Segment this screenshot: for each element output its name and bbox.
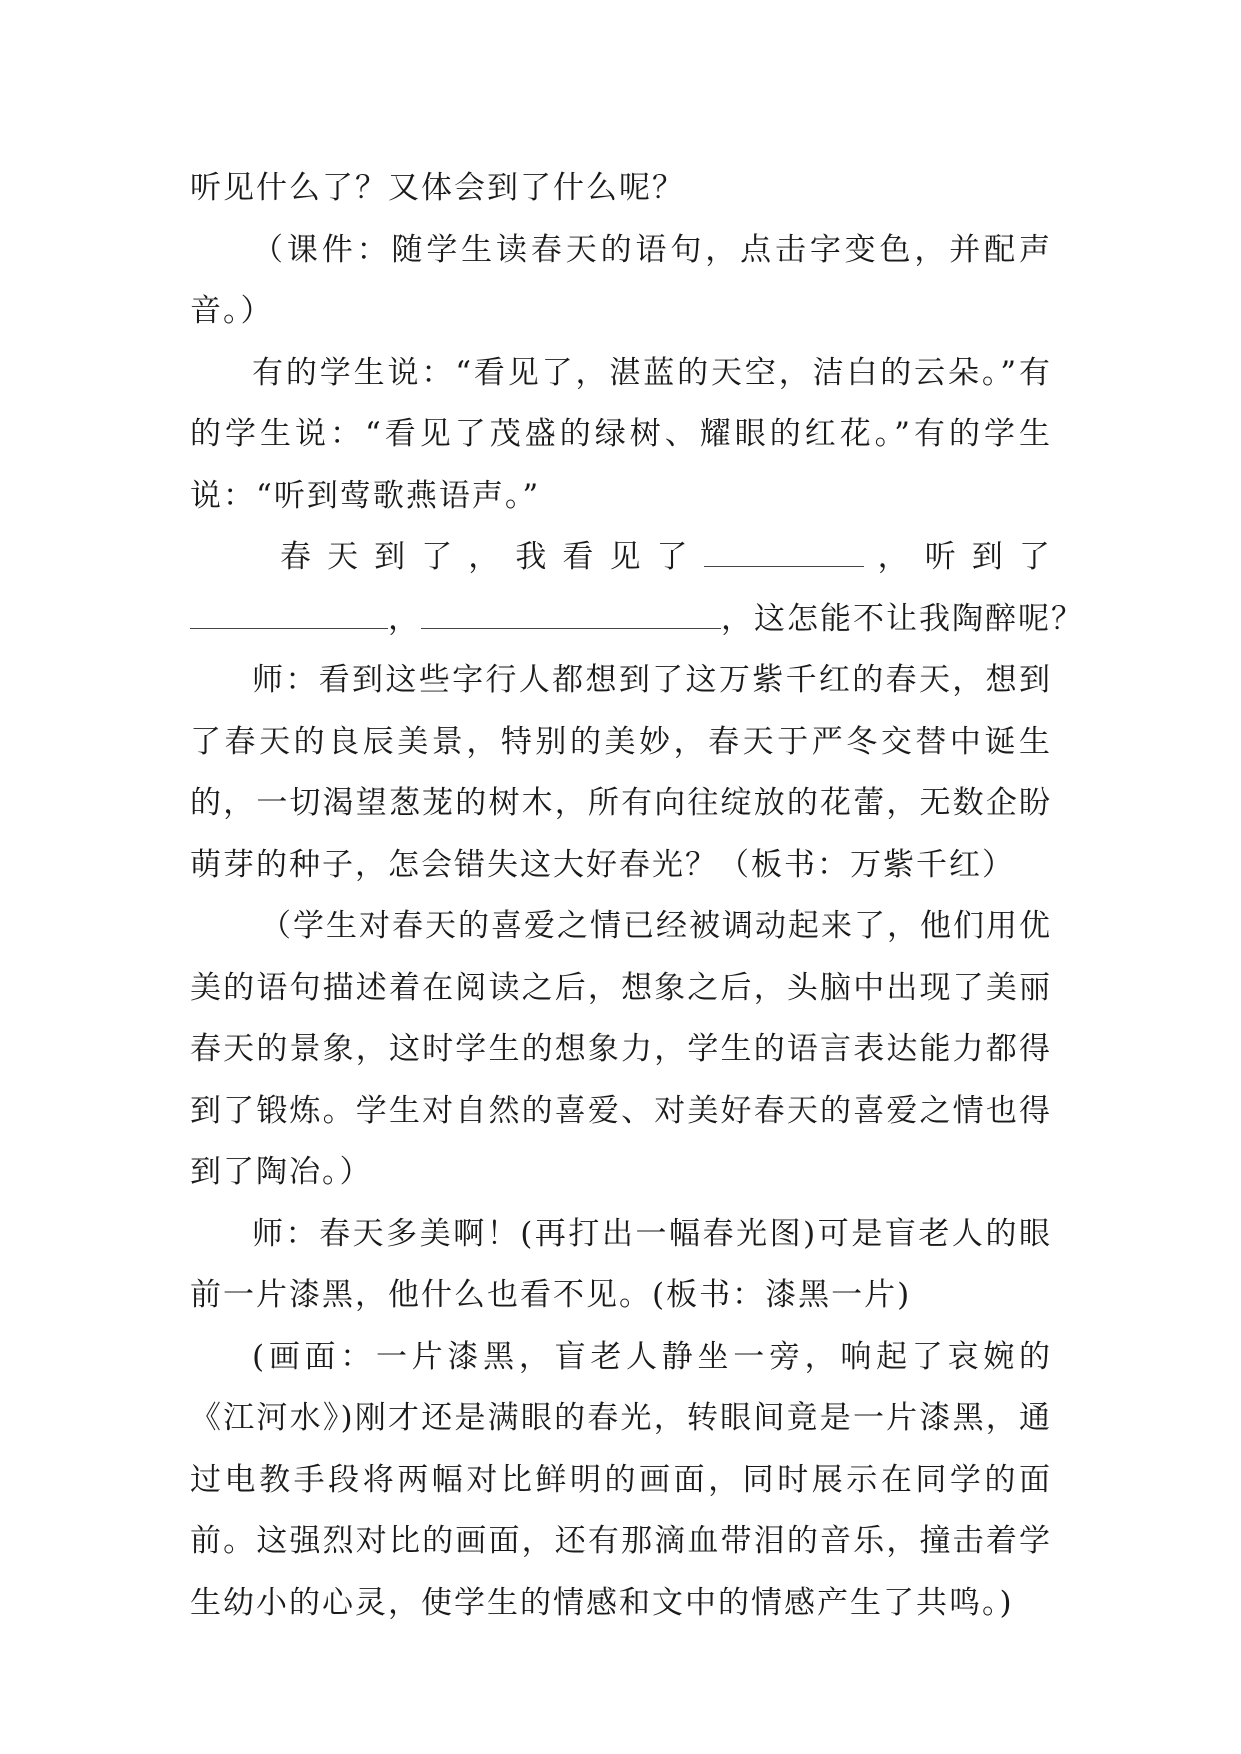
fill-blank xyxy=(421,600,721,629)
fill-tail: ，这怎能不让我陶醉呢？ xyxy=(721,600,1084,637)
fill-blank xyxy=(704,538,864,567)
paragraph-contrast-scene: (画面：一片漆黑，盲老人静坐一旁，响起了哀婉的《江河水》)刚才还是满眼的春光，转眼间竟是一片漆黑，通过电教手段将两幅对比鲜明的画面，同时展示在同学的面前。这强烈对比的画面，还有那滴血带泪的音乐，撞击着学生幼小的心灵，使学生的情感和文中的情感产生了共鸣。) xyxy=(190,1338,1052,1621)
paragraph-teacher-dark: 师：春天多美啊！(再打出一幅春光图)可是盲老人的眼前一片漆黑，他什么也看不见。(板书：漆黑一片) xyxy=(190,1215,1052,1313)
fill-word: 春 xyxy=(280,539,313,575)
fill-word: 见 xyxy=(609,539,643,575)
fill-word: 了 xyxy=(1018,539,1052,575)
fill-word: 看 xyxy=(562,539,596,575)
paragraph-student-answers: 有的学生说：“看见了，湛蓝的天空，洁白的云朵。”有的学生说：“看见了茂盛的绿树、耀眼的红花。”有的学生说：“听到莺歌燕语声。” xyxy=(190,354,1052,514)
fill-in-row-2 xyxy=(190,589,1084,651)
fill-word: 天 xyxy=(327,539,361,575)
fill-word: ， xyxy=(468,539,502,575)
fill-word: 了 xyxy=(656,539,690,575)
paragraph-student-emotion: （学生对春天的喜爱之情已经被调动起来了，他们用优美的语句描述着在阅读之后，想象之后，头脑中出现了美丽春天的景象，这时学生的想象力，学生的语言表达能力都得到了锻炼。学生对自然的喜爱、对美好春天的喜爱之情也得到了陶冶。） xyxy=(190,908,1052,1190)
fill-word: 了 xyxy=(421,539,455,575)
fill-blank xyxy=(190,600,388,629)
paragraph-teacher-spring: 师：看到这些字行人都想到了这万紫千红的春天，想到了春天的良辰美景，特别的美妙，春天于严冬交替中诞生的，一切渴望葱茏的树木，所有向往绽放的花蕾，无数企盼萌芽的种子，怎会错失这大好春光？（板书：万紫千红） xyxy=(190,662,1052,883)
fill-word: ， xyxy=(877,539,911,575)
fill-word: 我 xyxy=(515,539,549,575)
paragraph-question: 听见什么了？又体会到了什么呢？ xyxy=(190,170,685,206)
fill-word: 到 xyxy=(971,539,1005,575)
paragraph-courseware-note: （课件：随学生读春天的语句，点击字变色，并配声音。） xyxy=(190,231,1052,329)
fill-in-sentence xyxy=(190,527,1084,650)
fill-word: 听 xyxy=(924,539,958,575)
fill-separator: ， xyxy=(388,600,421,637)
fill-in-row-1 xyxy=(190,527,1052,589)
fill-word: 到 xyxy=(374,539,408,575)
document-page xyxy=(190,158,1084,1634)
